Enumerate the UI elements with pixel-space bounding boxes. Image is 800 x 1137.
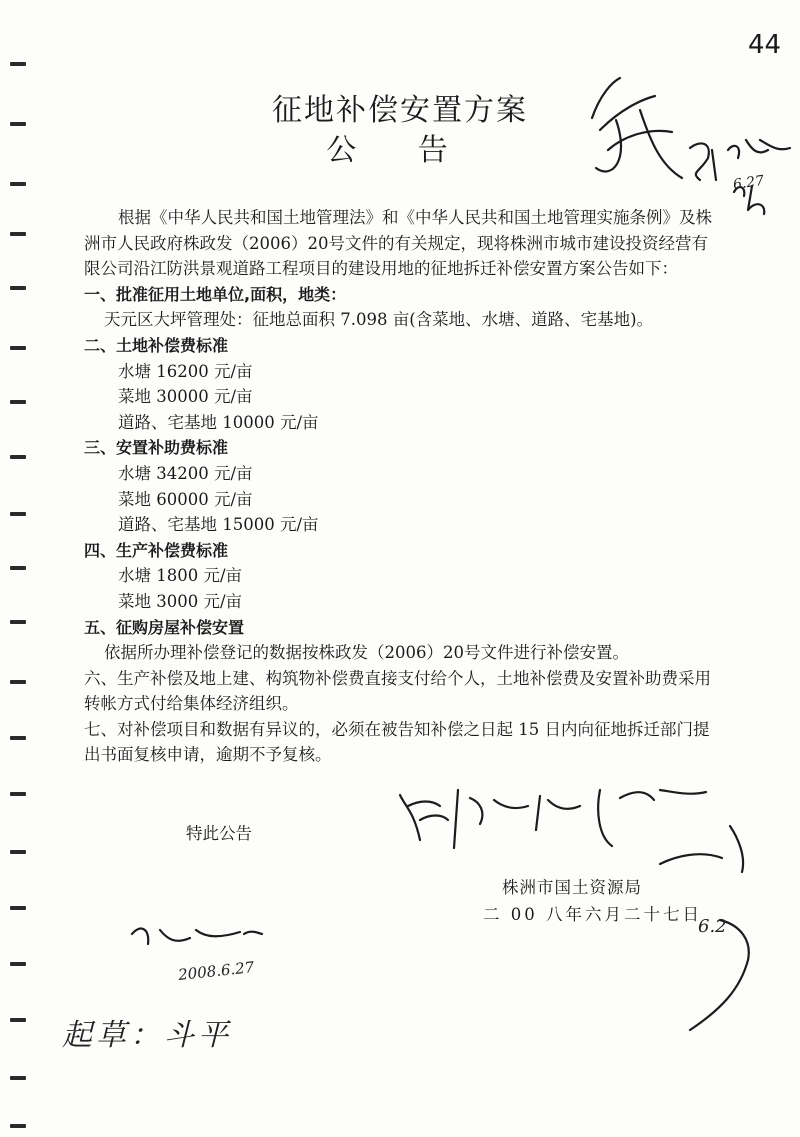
section-4-heading: 四、生产补偿费标准 [84, 540, 229, 560]
signature-scrawl-right [660, 826, 743, 872]
signature-middle-2 [454, 790, 580, 848]
approval-initials-top [728, 140, 790, 158]
closing-text: 特此公告 [186, 824, 252, 843]
section-5-line: 依据所办理补偿登记的数据按株政发（2006）20号文件进行补偿安置。 [104, 643, 629, 663]
issuing-organization: 株洲市国土资源局 [502, 878, 642, 897]
section-3-item: 菜地 60000 元/亩 [118, 489, 253, 509]
handwritten-signature-date: 2008.6.27 [177, 958, 256, 984]
page-number-handwritten: 44 [748, 30, 782, 60]
handwritten-date-right: 6.27 [732, 172, 766, 194]
approval-scrawl-top-2 [690, 143, 716, 180]
document-subtitle: 公 告 [326, 133, 474, 168]
section-1-line: 天元区大坪管理处：征地总面积 7.098 亩(含菜地、水塘、道路、宅基地)。 [104, 310, 654, 330]
section-4-item: 水塘 1800 元/亩 [118, 566, 243, 586]
section-1-heading: 一、批准征用土地单位,面积，地类： [84, 284, 347, 304]
document-title: 征地补偿安置方案 [272, 93, 528, 128]
section-7-paragraph: 七、对补偿项目和数据有异议的，必须在被告知补偿之日起 15 日内向征地拆迁部门提出书面复核申请，逾期不予复核。 [84, 719, 710, 765]
signature-middle-1 [400, 795, 448, 840]
section-4-item: 菜地 3000 元/亩 [118, 591, 243, 611]
section-3-heading: 三、安置补助费标准 [84, 438, 229, 458]
approval-scrawl-top [592, 78, 682, 178]
section-2-item: 道路、宅基地 10000 元/亩 [118, 412, 319, 432]
section-5-heading: 五、征购房屋补偿安置 [84, 617, 245, 637]
section-6-paragraph: 六、生产补偿及地上建、构筑物补偿费直接支付给个人，土地补偿费及安置补助费采用转帐方式付给集体经济组织。 [84, 668, 711, 714]
section-3-item: 水塘 34200 元/亩 [118, 463, 253, 483]
section-2-item: 菜地 30000 元/亩 [118, 387, 253, 407]
signature-bottom-left [132, 929, 262, 944]
intro-paragraph: 根据《中华人民共和国土地管理法》和《中华人民共和国土地管理实施条例》及株洲市人民政府株政发（2006）20号文件的有关规定，现将株洲市城市建设投资经营有限公司沿江防洪景观道路工程项目的建设用地的征地拆迁补偿安置方案公告如下： [84, 208, 712, 279]
section-2-item: 水塘 16200 元/亩 [118, 361, 253, 381]
issue-date: 二 00 八年六月二十七日 [483, 905, 702, 924]
signature-middle-3 [598, 790, 706, 846]
handwritten-drafter-note: 起草：斗平 [62, 1018, 232, 1053]
section-2-heading: 二、土地补偿费标准 [84, 335, 229, 355]
handwritten-date-bottom-right: 6.2 [698, 916, 727, 937]
section-3-item: 道路、宅基地 15000 元/亩 [118, 515, 319, 535]
